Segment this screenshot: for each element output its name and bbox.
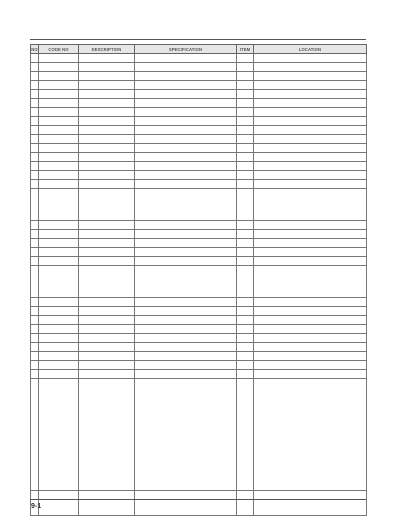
table-cell [79, 325, 135, 334]
table-cell [254, 257, 367, 266]
table-row [31, 221, 367, 230]
table-cell [237, 325, 254, 334]
page-number: 9-1 [31, 503, 42, 510]
table-cell [254, 54, 367, 63]
table-cell [135, 352, 237, 361]
table-cell [31, 108, 39, 117]
table-cell [135, 257, 237, 266]
table-cell [254, 81, 367, 90]
table-cell [254, 298, 367, 307]
table-cell [135, 153, 237, 162]
table-cell [31, 307, 39, 316]
table-cell [135, 298, 237, 307]
table-cell [237, 221, 254, 230]
table-cell [39, 54, 79, 63]
table-cell [79, 153, 135, 162]
table-cell [31, 343, 39, 352]
table-cell [39, 230, 79, 239]
table-cell [31, 230, 39, 239]
table-header-row [31, 45, 367, 54]
table-cell [79, 162, 135, 171]
table-cell [39, 144, 79, 153]
table-cell [254, 126, 367, 135]
table-cell [254, 144, 367, 153]
table-cell [79, 108, 135, 117]
table-cell [237, 239, 254, 248]
parts-list-table-container [30, 44, 366, 494]
table-cell [31, 266, 39, 298]
table-cell [39, 352, 79, 361]
table-cell [237, 135, 254, 144]
table-row [31, 144, 367, 153]
table-cell [254, 248, 367, 257]
table-cell [254, 63, 367, 72]
table-cell [254, 171, 367, 180]
table-cell [237, 343, 254, 352]
table-row [31, 500, 367, 516]
table-cell [79, 257, 135, 266]
table-row [31, 126, 367, 135]
table-row [31, 230, 367, 239]
table-row [31, 81, 367, 90]
table-cell [254, 99, 367, 108]
table-cell [254, 307, 367, 316]
table-cell [31, 370, 39, 379]
header-location: LOCATION [254, 45, 367, 54]
table-cell [31, 248, 39, 257]
table-cell [79, 500, 135, 516]
table-cell [135, 370, 237, 379]
table-cell [79, 248, 135, 257]
table-cell [39, 108, 79, 117]
table-cell [31, 144, 39, 153]
table-cell [79, 298, 135, 307]
table-row [31, 153, 367, 162]
table-row [31, 334, 367, 343]
table-row [31, 99, 367, 108]
table-cell [135, 239, 237, 248]
table-row [31, 162, 367, 171]
table-cell [254, 90, 367, 99]
table-cell [79, 126, 135, 135]
table-row [31, 352, 367, 361]
table-cell [31, 54, 39, 63]
table-cell [237, 307, 254, 316]
table-cell [135, 72, 237, 81]
table-cell [254, 117, 367, 126]
table-cell [135, 189, 237, 221]
table-row [31, 316, 367, 325]
table-cell [79, 135, 135, 144]
table-cell [135, 230, 237, 239]
table-cell [31, 325, 39, 334]
table-cell [79, 316, 135, 325]
table-cell [39, 99, 79, 108]
table-cell [39, 63, 79, 72]
table-row [31, 117, 367, 126]
table-cell [31, 334, 39, 343]
table-cell [237, 63, 254, 72]
table-cell [79, 63, 135, 72]
table-cell [39, 126, 79, 135]
table-row [31, 325, 367, 334]
table-cell [237, 334, 254, 343]
table-cell [39, 248, 79, 257]
table-cell [254, 72, 367, 81]
table-cell [79, 370, 135, 379]
table-cell [39, 343, 79, 352]
table-cell [79, 230, 135, 239]
table-cell [31, 171, 39, 180]
table-cell [39, 316, 79, 325]
table-cell [254, 334, 367, 343]
table-cell [31, 189, 39, 221]
table-cell [237, 180, 254, 189]
table-cell [237, 298, 254, 307]
table-cell [79, 352, 135, 361]
table-cell [39, 361, 79, 370]
table-cell [237, 500, 254, 516]
table-cell [39, 298, 79, 307]
table-cell [135, 343, 237, 352]
table-cell [135, 334, 237, 343]
table-cell [79, 361, 135, 370]
table-cell [135, 361, 237, 370]
table-cell [31, 99, 39, 108]
table-cell [79, 343, 135, 352]
table-row [31, 266, 367, 298]
table-cell [79, 266, 135, 298]
table-cell [39, 325, 79, 334]
table-row [31, 343, 367, 352]
table-cell [39, 117, 79, 126]
table-cell [237, 230, 254, 239]
table-cell [39, 90, 79, 99]
table-cell [135, 99, 237, 108]
table-cell [135, 90, 237, 99]
table-cell [39, 72, 79, 81]
table-cell [31, 180, 39, 189]
table-cell [79, 307, 135, 316]
table-cell [79, 54, 135, 63]
table-cell [79, 189, 135, 221]
table-cell [254, 239, 367, 248]
table-cell [39, 307, 79, 316]
table-cell [135, 180, 237, 189]
table-cell [254, 379, 367, 491]
parts-list-table [30, 44, 367, 516]
table-cell [254, 221, 367, 230]
table-cell [254, 316, 367, 325]
table-cell [31, 153, 39, 162]
table-cell [31, 298, 39, 307]
top-rule [30, 39, 366, 40]
table-row [31, 63, 367, 72]
table-cell [237, 248, 254, 257]
table-row [31, 257, 367, 266]
table-cell [135, 316, 237, 325]
table-cell [254, 153, 367, 162]
table-cell [254, 500, 367, 516]
table-cell [237, 99, 254, 108]
table-cell [79, 171, 135, 180]
table-cell [135, 81, 237, 90]
table-cell [79, 90, 135, 99]
table-row [31, 370, 367, 379]
table-cell [237, 352, 254, 361]
table-row [31, 189, 367, 221]
table-cell [39, 370, 79, 379]
table-cell [254, 108, 367, 117]
table-cell [254, 266, 367, 298]
table-row [31, 298, 367, 307]
table-cell [237, 379, 254, 491]
table-cell [254, 180, 367, 189]
table-cell [79, 72, 135, 81]
table-cell [237, 162, 254, 171]
table-cell [31, 72, 39, 81]
table-cell [135, 162, 237, 171]
table-cell [254, 135, 367, 144]
table-cell [39, 500, 79, 516]
bottom-rule [30, 499, 366, 500]
table-cell [237, 153, 254, 162]
table-row [31, 108, 367, 117]
table-cell [39, 81, 79, 90]
table-cell [39, 171, 79, 180]
table-cell [79, 334, 135, 343]
table-row [31, 171, 367, 180]
table-cell [79, 99, 135, 108]
table-cell [237, 126, 254, 135]
table-cell [254, 370, 367, 379]
header-code-no: CODE NO [39, 45, 79, 54]
table-cell [237, 266, 254, 298]
table-cell [237, 90, 254, 99]
table-row [31, 180, 367, 189]
table-cell [31, 316, 39, 325]
table-cell [237, 117, 254, 126]
table-cell [135, 221, 237, 230]
table-cell [237, 361, 254, 370]
table-cell [39, 135, 79, 144]
table-cell [39, 379, 79, 491]
table-cell [31, 90, 39, 99]
table-row [31, 307, 367, 316]
table-row [31, 54, 367, 63]
table-cell [135, 135, 237, 144]
table-cell [237, 54, 254, 63]
table-cell [39, 334, 79, 343]
table-cell [135, 117, 237, 126]
table-cell [31, 126, 39, 135]
table-cell [135, 307, 237, 316]
table-row [31, 361, 367, 370]
table-cell [39, 180, 79, 189]
table-cell [135, 126, 237, 135]
table-cell [135, 500, 237, 516]
table-cell [79, 379, 135, 491]
table-cell [254, 230, 367, 239]
table-row [31, 135, 367, 144]
header-no: NO [31, 46, 38, 52]
table-cell [79, 81, 135, 90]
table-cell [39, 162, 79, 171]
table-cell [31, 239, 39, 248]
table-cell [237, 189, 254, 221]
table-cell [237, 144, 254, 153]
table-cell [31, 361, 39, 370]
table-cell [254, 189, 367, 221]
header-specification: SPECIFICATION [135, 45, 237, 54]
header-item: ITEM [237, 45, 254, 54]
table-cell [135, 171, 237, 180]
table-cell [254, 325, 367, 334]
table-cell [31, 81, 39, 90]
table-cell [31, 221, 39, 230]
table-cell [135, 248, 237, 257]
table-cell [135, 63, 237, 72]
table-cell [39, 239, 79, 248]
table-cell [254, 162, 367, 171]
table-cell [237, 108, 254, 117]
table-cell [237, 81, 254, 90]
table-cell [79, 117, 135, 126]
table-cell [237, 316, 254, 325]
table-cell [31, 135, 39, 144]
table-row [31, 72, 367, 81]
table-cell [31, 352, 39, 361]
table-cell [39, 257, 79, 266]
table-cell [237, 257, 254, 266]
table-cell [135, 144, 237, 153]
table-cell [254, 352, 367, 361]
table-cell [254, 343, 367, 352]
table-row [31, 248, 367, 257]
table-cell [31, 162, 39, 171]
table-row [31, 379, 367, 491]
table-cell [39, 221, 79, 230]
table-cell [237, 171, 254, 180]
table-cell [254, 361, 367, 370]
table-body [31, 54, 367, 516]
table-cell [79, 221, 135, 230]
table-cell [237, 72, 254, 81]
table-cell [39, 153, 79, 162]
table-cell [31, 379, 39, 491]
table-cell [39, 266, 79, 298]
table-cell [79, 239, 135, 248]
table-cell [135, 54, 237, 63]
table-cell [31, 257, 39, 266]
table-row [31, 239, 367, 248]
table-cell [135, 379, 237, 491]
table-cell [135, 108, 237, 117]
table-cell [31, 63, 39, 72]
table-cell [31, 117, 39, 126]
table-cell [135, 266, 237, 298]
header-description: DESCRIPTION [79, 45, 135, 54]
table-cell [79, 180, 135, 189]
table-row [31, 90, 367, 99]
table-cell [39, 189, 79, 221]
table-cell [237, 370, 254, 379]
table-cell [135, 325, 237, 334]
table-cell [79, 144, 135, 153]
